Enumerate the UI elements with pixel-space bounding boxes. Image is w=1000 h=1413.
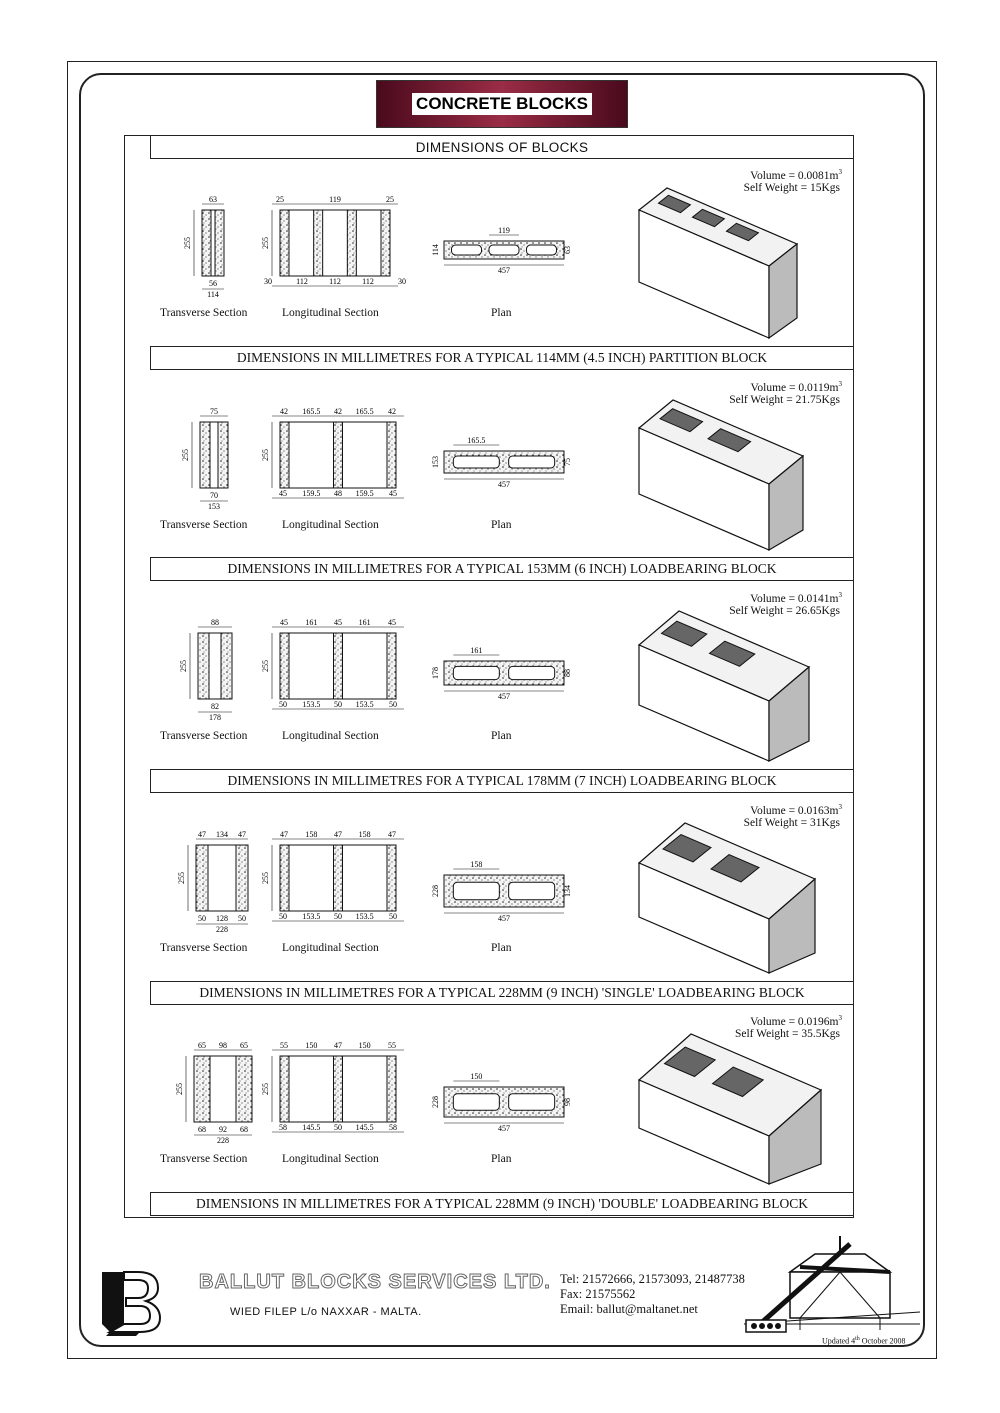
dimension-label: 88 xyxy=(211,618,219,627)
concrete-wall xyxy=(334,845,343,911)
dimensions-header-text: DIMENSIONS OF BLOCKS xyxy=(415,139,589,155)
dimension-label: 42 xyxy=(280,407,288,416)
block-factory-illustration xyxy=(740,1232,926,1340)
company-address: WIED FILEP L/o NAXXAR - MALTA. xyxy=(230,1306,422,1318)
dimension-label: 119 xyxy=(498,226,510,235)
dimension-label: 178 xyxy=(209,713,221,722)
dimension-label: 145.5 xyxy=(355,1123,374,1132)
dimension-label: 68 xyxy=(240,1125,248,1134)
dimension-label: 56 xyxy=(209,279,217,288)
block-volume: Volume = $0.0163m^3$ xyxy=(750,803,842,817)
dimension-label: 159.5 xyxy=(355,489,374,498)
dimension-label: 42 xyxy=(334,407,342,416)
dimension-label: 92 xyxy=(219,1125,227,1134)
concrete-wall xyxy=(387,633,396,699)
dimension-label: 50 xyxy=(389,912,397,921)
dimension-label: 457 xyxy=(498,914,510,923)
dimension-label: 457 xyxy=(498,1124,510,1133)
dimension-label: 50 xyxy=(238,914,246,923)
dimension-label: 134 xyxy=(563,885,572,897)
dimension-label: 47 xyxy=(280,830,288,839)
longitudinal-section-label: Longitudinal Section xyxy=(282,307,379,319)
dimension-label: 150 xyxy=(470,1072,483,1081)
dimension-label: 153 xyxy=(431,456,440,468)
dimension-label: 82 xyxy=(211,702,219,711)
dimension-label: 114 xyxy=(207,290,219,299)
dimension-label: 159.5 xyxy=(302,489,321,498)
dimension-label: 255 xyxy=(261,1083,270,1095)
concrete-wall xyxy=(280,422,289,488)
longitudinal-section-label: Longitudinal Section xyxy=(282,1153,379,1165)
ballut-logo xyxy=(96,1266,162,1338)
plan-cell xyxy=(453,882,499,900)
concrete-wall xyxy=(334,422,343,488)
plan-cell xyxy=(452,245,482,255)
dimension-label: 75 xyxy=(563,458,572,466)
dimension-label: 150 xyxy=(305,1041,318,1050)
block-volume: Volume = $0.0119m^3$ xyxy=(750,380,842,394)
dimension-label: 255 xyxy=(261,449,270,461)
concrete-wall xyxy=(280,633,289,699)
concrete-wall xyxy=(387,422,396,488)
dimension-label: 228 xyxy=(431,1096,440,1108)
concrete-wall xyxy=(280,845,289,911)
dimension-label: 457 xyxy=(498,480,510,489)
plan-section-label: Plan xyxy=(491,942,512,954)
dimension-label: 63 xyxy=(563,246,572,254)
dimension-label: 158 xyxy=(470,860,483,869)
block-3d-view xyxy=(639,400,803,550)
dimension-label: 58 xyxy=(279,1123,287,1132)
concrete-wall xyxy=(202,210,211,276)
plan-section-label: Plan xyxy=(491,307,512,319)
concrete-wall xyxy=(196,845,208,911)
dimension-label: 161 xyxy=(305,618,318,627)
dimension-label: 228 xyxy=(216,925,228,934)
updated-date: Updated 4th October 2008 xyxy=(822,1336,906,1346)
dimension-label: 70 xyxy=(210,491,218,500)
dimension-label: 45 xyxy=(388,618,396,627)
plan-section-label: Plan xyxy=(491,519,512,531)
dimension-label: 50 xyxy=(198,914,206,923)
concrete-wall xyxy=(194,1056,210,1122)
transverse-section-label: Transverse Section xyxy=(160,1153,248,1165)
concrete-wall xyxy=(200,422,210,488)
dimension-label: 42 xyxy=(388,407,396,416)
dimension-label: 161 xyxy=(358,618,371,627)
concrete-wall xyxy=(334,633,343,699)
block-volume: Volume = $0.0196m^3$ xyxy=(750,1014,842,1028)
page-title-banner xyxy=(376,80,628,128)
dimension-label: 30 xyxy=(398,277,406,286)
longitudinal-section-label: Longitudinal Section xyxy=(282,519,379,531)
plan-cell xyxy=(509,456,555,468)
dimension-label: 47 xyxy=(238,830,246,839)
dimension-label: 50 xyxy=(389,700,397,709)
plan-section-label: Plan xyxy=(491,730,512,742)
dimension-label: 50 xyxy=(334,700,342,709)
concrete-wall xyxy=(387,845,396,911)
concrete-wall xyxy=(387,1056,396,1122)
concrete-wall xyxy=(218,422,228,488)
dimension-label: 255 xyxy=(181,449,190,461)
dimension-label: 45 xyxy=(280,618,288,627)
dimension-label: 25 xyxy=(276,195,284,204)
concrete-wall xyxy=(280,1056,289,1122)
block-self-weight: Self Weight = 15Kgs xyxy=(743,182,840,194)
block-self-weight: Self Weight = 21.75Kgs xyxy=(729,394,840,406)
dimension-label: 47 xyxy=(198,830,206,839)
block-volume: Volume = $0.0141m^3$ xyxy=(750,591,842,605)
dimension-label: 45 xyxy=(334,618,342,627)
dimension-label: 255 xyxy=(261,660,270,672)
dimension-label: 153.5 xyxy=(302,912,321,921)
dimension-label: 145.5 xyxy=(302,1123,321,1132)
block-caption: DIMENSIONS IN MILLIMETRES FOR A TYPICAL 228MM (9 INCH) 'DOUBLE' LOADBEARING BLOCK xyxy=(150,1192,854,1216)
dimension-label: 50 xyxy=(334,1123,342,1132)
block-self-weight: Self Weight = 31Kgs xyxy=(743,817,840,829)
dimension-label: 255 xyxy=(183,237,192,249)
dimension-label: 228 xyxy=(431,885,440,897)
dimension-label: 45 xyxy=(279,489,287,498)
dimension-label: 47 xyxy=(334,1041,342,1050)
dimension-label: 112 xyxy=(362,277,374,286)
dimension-label: 63 xyxy=(209,195,217,204)
dimension-label: 65 xyxy=(198,1041,206,1050)
concrete-wall xyxy=(236,1056,252,1122)
transverse-section-label: Transverse Section xyxy=(160,730,248,742)
dimension-label: 255 xyxy=(177,872,186,884)
concrete-wall xyxy=(347,210,356,276)
dimension-label: 153 xyxy=(208,502,220,511)
transverse-section-label: Transverse Section xyxy=(160,519,248,531)
company-name: BALLUT BLOCKS SERVICES LTD. xyxy=(199,1271,551,1293)
dimension-label: 47 xyxy=(388,830,396,839)
dimension-label: 165.5 xyxy=(467,436,486,445)
dimension-label: 98 xyxy=(563,1098,572,1106)
longitudinal-section-label: Longitudinal Section xyxy=(282,942,379,954)
dimension-label: 178 xyxy=(431,667,440,679)
dimension-label: 45 xyxy=(389,489,397,498)
dimension-label: 128 xyxy=(216,914,228,923)
block-volume: Volume = $0.0081m^3$ xyxy=(750,168,842,182)
dimension-label: 88 xyxy=(563,669,572,677)
dimension-label: 165.5 xyxy=(302,407,321,416)
dimension-label: 112 xyxy=(296,277,308,286)
plan-section-label: Plan xyxy=(491,1153,512,1165)
block-caption: DIMENSIONS IN MILLIMETRES FOR A TYPICAL 228MM (9 INCH) 'SINGLE' LOADBEARING BLOCK xyxy=(150,981,854,1005)
transverse-section-label: Transverse Section xyxy=(160,307,248,319)
page-title: CONCRETE BLOCKS xyxy=(412,93,592,115)
dimension-label: 153.5 xyxy=(355,912,374,921)
block-caption: DIMENSIONS IN MILLIMETRES FOR A TYPICAL 153MM (6 INCH) LOADBEARING BLOCK xyxy=(150,557,854,581)
concrete-wall xyxy=(314,210,323,276)
contact-tel: Tel: 21572666, 21573093, 21487738 xyxy=(560,1272,745,1286)
dimension-label: 255 xyxy=(179,660,188,672)
plan-cell xyxy=(509,666,555,679)
dimension-label: 114 xyxy=(431,244,440,256)
plan-cell xyxy=(509,882,555,900)
dimension-label: 30 xyxy=(264,277,272,286)
dimension-label: 153.5 xyxy=(355,700,374,709)
contact-fax: Fax: 21575562 xyxy=(560,1287,636,1301)
dimension-label: 255 xyxy=(261,872,270,884)
dimension-label: 158 xyxy=(358,830,371,839)
dimension-label: 255 xyxy=(261,237,270,249)
block-caption: DIMENSIONS IN MILLIMETRES FOR A TYPICAL 114MM (4.5 INCH) PARTITION BLOCK xyxy=(150,346,854,370)
plan-cell xyxy=(527,245,557,255)
dimension-label: 68 xyxy=(198,1125,206,1134)
dimension-label: 58 xyxy=(389,1123,397,1132)
concrete-wall xyxy=(334,1056,343,1122)
dimension-label: 457 xyxy=(498,692,510,701)
block-3d-view xyxy=(639,188,797,338)
dimension-label: 55 xyxy=(388,1041,396,1050)
concrete-wall xyxy=(236,845,248,911)
dimension-label: 75 xyxy=(210,407,218,416)
block-self-weight: Self Weight = 35.5Kgs xyxy=(734,1028,840,1040)
dimension-label: 50 xyxy=(279,912,287,921)
concrete-wall xyxy=(221,633,232,699)
dimension-label: 65 xyxy=(240,1041,248,1050)
block-caption: DIMENSIONS IN MILLIMETRES FOR A TYPICAL 178MM (7 INCH) LOADBEARING BLOCK xyxy=(150,769,854,793)
plan-cell xyxy=(453,666,499,679)
longitudinal-section-label: Longitudinal Section xyxy=(282,730,379,742)
dimension-label: 134 xyxy=(216,830,228,839)
block-3d-view xyxy=(639,823,815,973)
dimension-label: 228 xyxy=(217,1136,229,1145)
plan-cell xyxy=(453,456,499,468)
block-3d-view xyxy=(639,1034,821,1184)
dimensions-header xyxy=(150,135,854,159)
concrete-wall xyxy=(198,633,209,699)
concrete-wall xyxy=(280,210,289,276)
dimension-label: 50 xyxy=(334,912,342,921)
dimension-label: 150 xyxy=(358,1041,371,1050)
dimension-label: 98 xyxy=(219,1041,227,1050)
plan-cell xyxy=(489,245,519,255)
dimension-label: 47 xyxy=(334,830,342,839)
dimension-label: 161 xyxy=(470,646,483,655)
block-self-weight: Self Weight = 26.65Kgs xyxy=(729,605,840,617)
dimension-label: 165.5 xyxy=(355,407,374,416)
plan-cell xyxy=(453,1094,499,1111)
dimension-label: 50 xyxy=(279,700,287,709)
block-3d-view xyxy=(639,611,809,761)
dimension-label: 48 xyxy=(334,489,342,498)
dimension-label: 153.5 xyxy=(302,700,321,709)
transverse-section-label: Transverse Section xyxy=(160,942,248,954)
plan-cell xyxy=(509,1094,555,1111)
dimension-label: 158 xyxy=(305,830,318,839)
dimension-label: 119 xyxy=(329,195,341,204)
dimension-label: 25 xyxy=(386,195,394,204)
dimension-label: 112 xyxy=(329,277,341,286)
dimension-label: 55 xyxy=(280,1041,288,1050)
concrete-wall xyxy=(215,210,224,276)
concrete-wall xyxy=(381,210,390,276)
contact-email: Email: ballut@maltanet.net xyxy=(560,1302,698,1316)
dimension-label: 457 xyxy=(498,266,510,275)
dimension-label: 255 xyxy=(175,1083,184,1095)
